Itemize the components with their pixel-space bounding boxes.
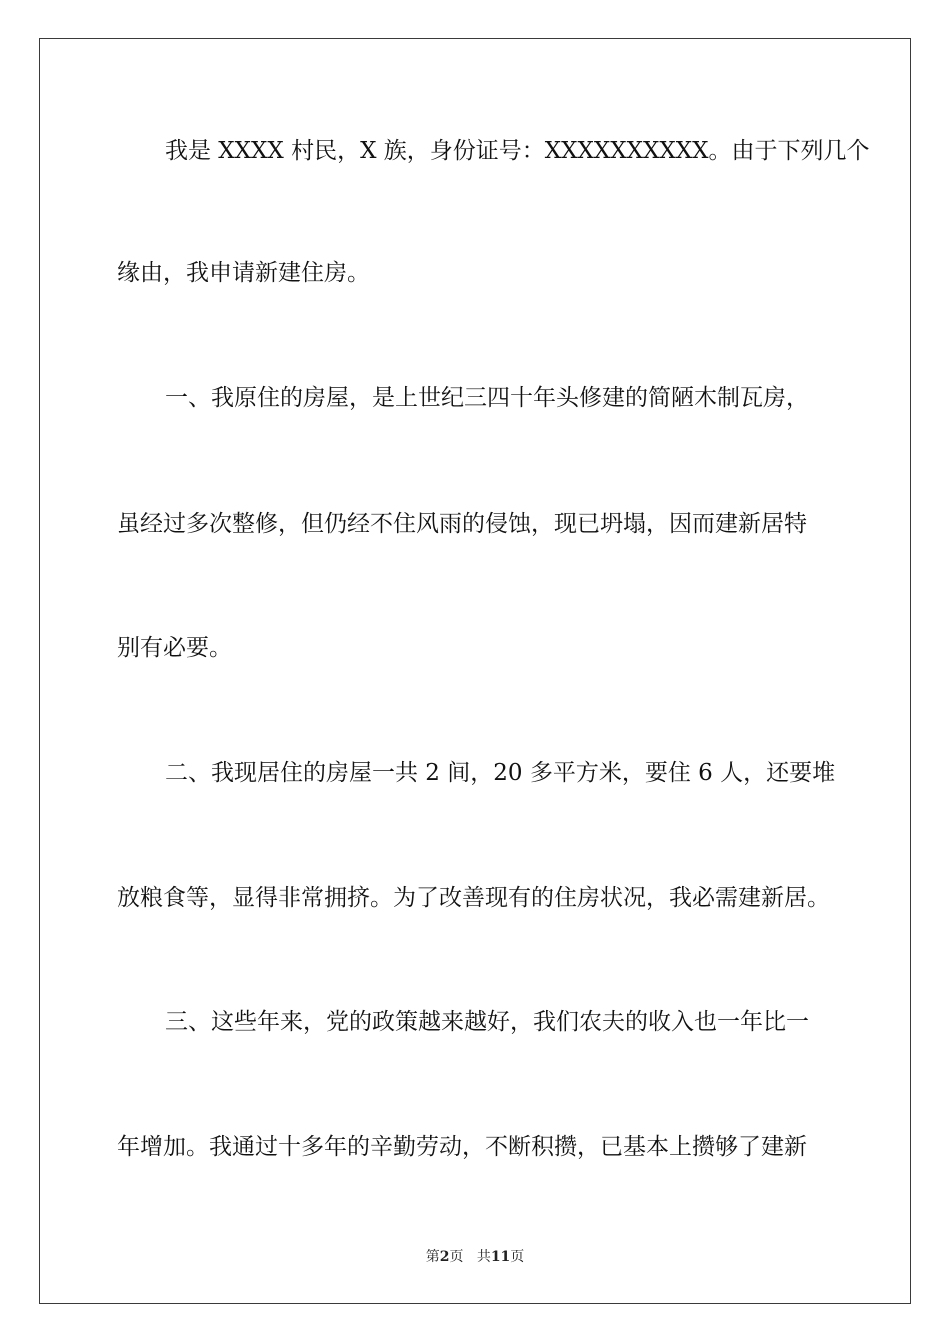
text-line: 缘由，我申请新建住房。 [117, 260, 370, 286]
text-line: 一、我原住的房屋，是上世纪三四十年头修建的简陋木制瓦房， [165, 385, 809, 411]
text-line: 年增加。我通过十多年的辛勤劳动，不断积攒，已基本上攒够了建新 [117, 1134, 807, 1160]
page-frame [39, 38, 911, 1304]
text-line: 我是 XXXX 村民，X 族，身份证号：XXXXXXXXXX。由于下列几个 [165, 138, 870, 164]
page-suffix: 页 [449, 1249, 464, 1265]
text-line: 别有必要。 [117, 635, 232, 661]
page-prefix: 第 [425, 1249, 440, 1265]
current-page-number: 2 [439, 1249, 450, 1265]
total-page-number: 11 [490, 1249, 511, 1265]
text-line: 二、我现居住的房屋一共 2 间，20 多平方米，要住 6 人，还要堆 [165, 760, 836, 786]
text-line: 虽经过多次整修，但仍经不住风雨的侵蚀，现已坍塌，因而建新居特 [117, 511, 807, 537]
total-suffix: 页 [510, 1249, 525, 1265]
page-footer [0, 1246, 950, 1266]
text-line: 三、这些年来，党的政策越来越好，我们农夫的收入也一年比一 [165, 1009, 809, 1035]
text-line: 放粮食等，显得非常拥挤。为了改善现有的住房状况，我必需建新居。 [117, 885, 830, 911]
total-prefix: 共 [476, 1249, 491, 1265]
